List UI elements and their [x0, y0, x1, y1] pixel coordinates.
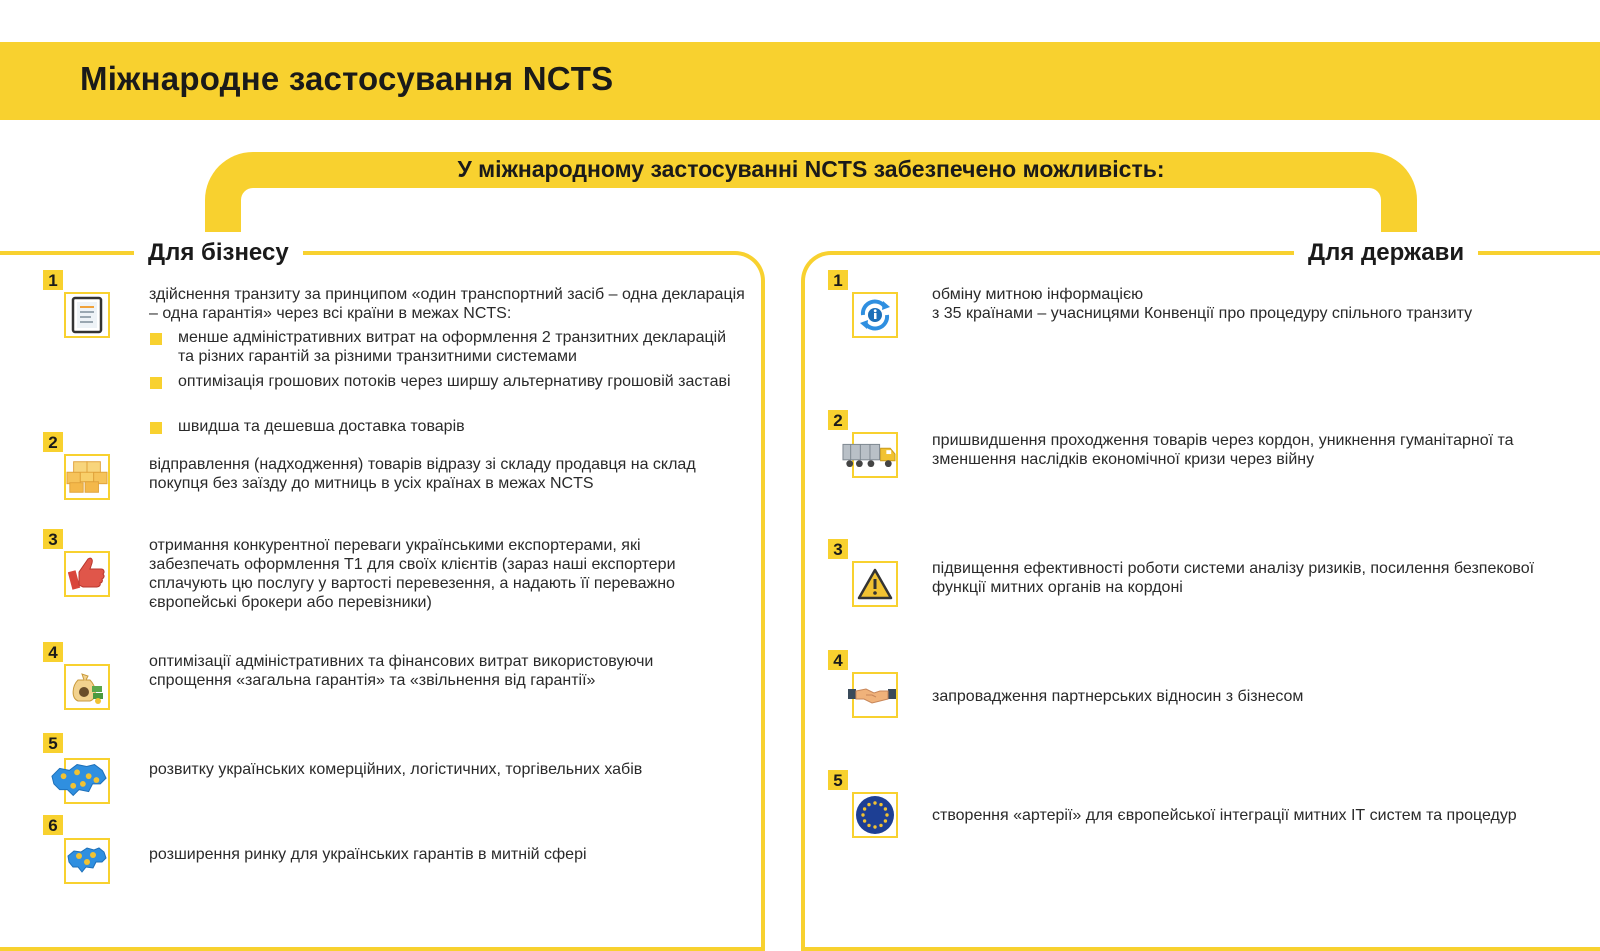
- document-icon: [64, 292, 110, 338]
- item-text: запровадження партнерських відносин з бізнесом: [932, 688, 1304, 705]
- item-number: 1: [43, 270, 63, 290]
- bullet-marker: [150, 333, 162, 345]
- item-text: обміну митною інформацією з 35 країнами – учасницями Конвенції про процедуру спільного транзиту: [932, 286, 1473, 322]
- item-text: отримання конкурентної переваги українськими експортерами, які забезпечать оформлення Т1 для своїх клієнтів (зараз наші експортери сплачують цю послугу у вартості перевезення, а надають її переважно європейські брокери або перевізники): [149, 537, 676, 611]
- item-text: підвищення ефективності роботи системи аналізу ризиків, посилення безпекової функції митних органів на кордоні: [932, 560, 1535, 596]
- bullet-marker: [150, 377, 162, 389]
- item-text: розширення ринку для українських гарантів в митній сфері: [149, 846, 587, 863]
- bullet-text: швидша та дешевша доставка товарів: [178, 418, 465, 435]
- item-number: 1: [828, 270, 848, 290]
- boxes-icon: [64, 454, 110, 500]
- page-title: Міжнародне застосування NCTS: [80, 60, 614, 97]
- item-number: 6: [43, 815, 63, 835]
- truck-icon: [852, 432, 898, 478]
- item-number: 5: [43, 733, 63, 753]
- item-text: створення «артерії» для європейської інтеграції митних ІТ систем та процедур: [932, 807, 1517, 824]
- item-number: 3: [43, 529, 63, 549]
- item-number: 4: [828, 650, 848, 670]
- item-text: пришвидшення проходження товарів через кордон, уникнення гуманітарної та зменшення наслідків економічної кризи через війну: [932, 432, 1514, 468]
- handshake-icon: [852, 672, 898, 718]
- money-bag-icon: [64, 664, 110, 710]
- ukraine-map-pins-icon: [64, 758, 110, 804]
- bullet-text: менше адміністративних витрат на оформлення 2 транзитних декларацій та різних гарантій за різними транзитними системами: [178, 329, 727, 365]
- ukraine-map-coins-icon: [64, 838, 110, 884]
- bullet-marker: [150, 422, 162, 434]
- info-exchange-icon: [852, 292, 898, 338]
- thumbs-up-icon: [64, 551, 110, 597]
- item-number: 5: [828, 770, 848, 790]
- state-label: Для держави: [1294, 238, 1478, 268]
- item-number: 2: [828, 410, 848, 430]
- eu-flag-icon: [852, 792, 898, 838]
- subtitle: У міжнародному застосуванні NCTS забезпечено можливість:: [457, 156, 1165, 182]
- state-frame: [801, 251, 1600, 951]
- item-text: здійснення транзиту за принципом «один транспортний засіб – одна декларація – одна гарантія» через всі країни в межах NCTS:: [149, 286, 745, 322]
- item-number: 4: [43, 642, 63, 662]
- item-text: оптимізації адміністративних та фінансових витрат використовуючи спрощення «загальна гарантія» та «звільнення від гарантії»: [149, 653, 654, 689]
- item-number: 2: [43, 432, 63, 452]
- item-text: відправлення (надходження) товарів відразу зі складу продавця на склад покупця без заїзду до митниць в усіх країнах в межах NCTS: [149, 456, 696, 492]
- business-label: Для бізнесу: [134, 238, 303, 268]
- warning-icon: [852, 561, 898, 607]
- item-text: розвитку українських комерційних, логістичних, торгівельних хабів: [149, 761, 643, 778]
- bullet-text: оптимізація грошових потоків через ширшу альтернативу грошовій заставі: [178, 373, 731, 390]
- item-number: 3: [828, 539, 848, 559]
